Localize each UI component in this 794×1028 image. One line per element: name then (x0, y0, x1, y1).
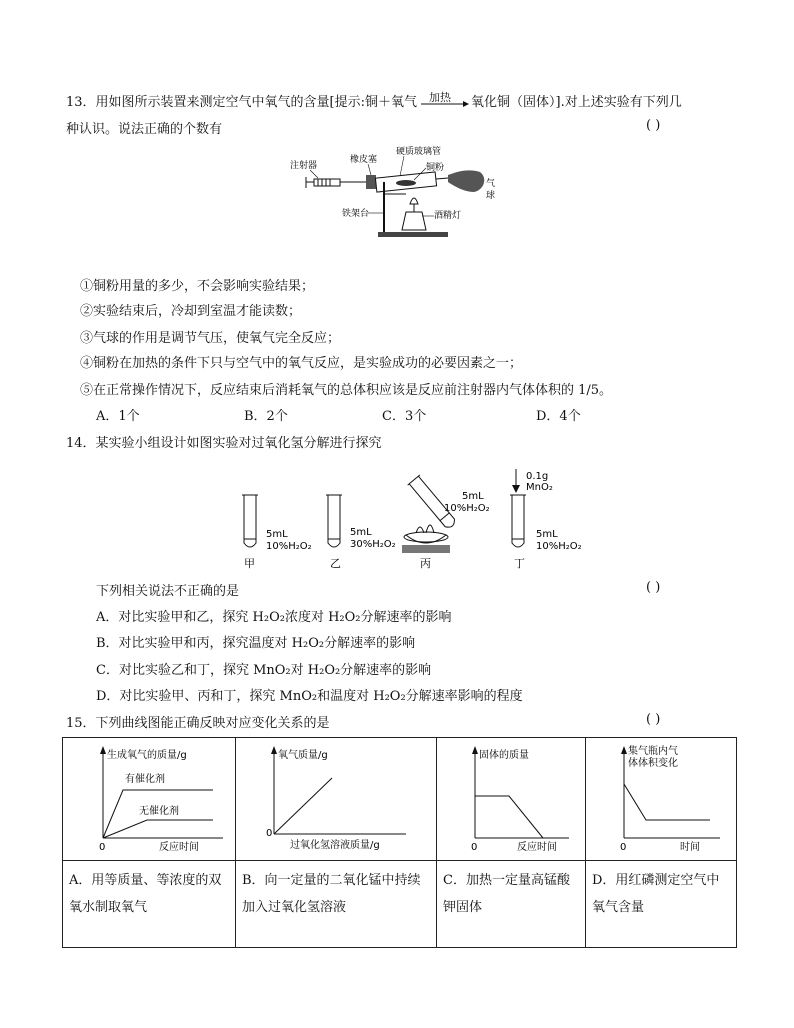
graph-d (586, 738, 736, 856)
q14-answer-paren[interactable]: ( ) (646, 580, 661, 595)
graph-cell-a (63, 738, 236, 861)
curve-d (624, 784, 710, 820)
svg-text:5mL: 5mL (350, 527, 372, 538)
curve-c (475, 796, 543, 838)
curve-b (274, 778, 332, 834)
svg-text:0: 0 (266, 828, 273, 839)
svg-text:0: 0 (471, 842, 478, 853)
svg-text:有催化剂: 有催化剂 (125, 774, 165, 785)
svg-text:生成氧气的质量/g: 生成氧气的质量/g (107, 750, 187, 761)
svg-text:橡皮塞: 橡皮塞 (350, 155, 378, 165)
svg-text:反应时间: 反应时间 (159, 842, 199, 853)
q13-statement: ⑤在正常操作情况下，反应结束后消耗氧气的总体积应该是反应前注射器内气体体积的 1/5。 (80, 383, 613, 398)
q15-answer-paren[interactable]: ( ) (646, 712, 661, 727)
q15-stem: 15．下列曲线图能正确反映对应变化关系的是 (66, 716, 330, 731)
svg-text:酒精灯: 酒精灯 (434, 211, 462, 221)
q14-option-a[interactable]: A．对比实验甲和乙，探究 H₂O₂浓度对 H₂O₂分解速率的影响 (96, 610, 452, 625)
graph-a (63, 738, 235, 856)
svg-text:0: 0 (99, 842, 106, 853)
svg-text:甲: 甲 (244, 557, 255, 570)
svg-text:30%H₂O₂: 30%H₂O₂ (350, 539, 396, 550)
graph-b (236, 738, 436, 856)
q14-experiment-figure (230, 455, 590, 575)
iron-stand-icon (378, 232, 448, 237)
q13-stem-line1: 13．用如图所示装置来测定空气中氧气的含量[提示:铜＋氧气 加热 氧化铜（固体）].对上述实验有下列几 (66, 91, 682, 110)
svg-text:集气瓶内气: 集气瓶内气 (628, 746, 678, 757)
svg-text:MnO₂: MnO₂ (526, 482, 553, 493)
q13-statement: ③气球的作用是调节气压，使氧气完全反应； (80, 331, 341, 346)
svg-text:5mL: 5mL (536, 529, 558, 540)
q13-option-b[interactable]: B．2个 (244, 409, 288, 424)
graph-c (437, 738, 585, 856)
svg-text:0.1g: 0.1g (526, 471, 549, 482)
svg-text:5mL: 5mL (462, 491, 484, 502)
graph-cell-b (236, 738, 437, 861)
svg-text:时间: 时间 (680, 842, 700, 853)
svg-text:铜粉: 铜粉 (426, 163, 445, 173)
svg-text:丙: 丙 (420, 557, 431, 570)
svg-text:10%H₂O₂: 10%H₂O₂ (444, 503, 490, 514)
graph-cell-c (437, 738, 586, 861)
svg-text:固体的质量: 固体的质量 (479, 750, 529, 761)
q13-stem-line2: 种认识。说法正确的个数有 (66, 122, 223, 137)
q13-statement: ①铜粉用量的多少，不会影响实验结果； (80, 279, 315, 294)
water-bath-icon (402, 545, 450, 553)
graph-cell-d (586, 738, 737, 861)
caption-cell-a[interactable]: A．用等质量、等浓度的双氧水制取氧气 (63, 861, 236, 948)
svg-text:球: 球 (486, 191, 496, 201)
svg-text:氧气质量/g: 氧气质量/g (278, 750, 328, 761)
stopper-icon (366, 175, 376, 189)
q15-graph-table (62, 737, 737, 948)
svg-text:注射器: 注射器 (290, 161, 318, 171)
svg-text:铁架台: 铁架台 (342, 209, 370, 219)
svg-text:乙: 乙 (330, 557, 341, 570)
svg-text:无催化剂: 无催化剂 (139, 806, 179, 817)
svg-text:硬质玻璃管: 硬质玻璃管 (396, 147, 442, 157)
heating-arrow: 加热 (419, 95, 469, 110)
caption-cell-d[interactable]: D．用红磷测定空气中氧气含量 (586, 861, 737, 948)
q14-option-d[interactable]: D．对比实验甲、丙和丁，探究 MnO₂和温度对 H₂O₂分解速率影响的程度 (96, 689, 523, 704)
svg-text:体体积变化: 体体积变化 (628, 758, 678, 769)
svg-text:10%H₂O₂: 10%H₂O₂ (536, 541, 582, 552)
svg-text:0: 0 (620, 842, 627, 853)
balloon-icon (448, 170, 484, 192)
q14-sub-stem: 下列相关说法不正确的是 (96, 584, 240, 599)
caption-cell-c[interactable]: C．加热一定量高锰酸钾固体 (437, 861, 586, 948)
q14-option-c[interactable]: C．对比实验乙和丁，探究 MnO₂对 H₂O₂分解速率的影响 (96, 663, 432, 678)
q13-apparatus-figure (288, 142, 508, 242)
q13-option-c[interactable]: C．3个 (382, 409, 427, 424)
q14-stem: 14．某实验小组设计如图实验对过氧化氢分解进行探究 (66, 436, 382, 451)
q13-answer-paren[interactable]: ( ) (646, 118, 661, 133)
q13-statement: ②实验结束后，冷却到室温才能读数； (80, 304, 302, 319)
caption-cell-b[interactable]: B．向一定量的二氧化锰中持续加入过氧化氢溶液 (236, 861, 437, 948)
q13-option-d[interactable]: D．4个 (536, 409, 581, 424)
svg-text:5mL: 5mL (266, 529, 288, 540)
svg-text:丁: 丁 (514, 557, 525, 570)
flame-icon (410, 198, 418, 204)
alcohol-lamp-icon (402, 212, 426, 230)
svg-text:气: 气 (486, 179, 496, 189)
q13-statement: ④铜粉在加热的条件下只与空气中的氧气反应，是实验成功的必要因素之一； (80, 356, 523, 371)
copper-powder-icon (396, 180, 416, 186)
svg-text:反应时间: 反应时间 (517, 842, 557, 853)
curve-without-catalyst (103, 820, 213, 838)
add-arrow-icon (512, 485, 520, 493)
q13-option-a[interactable]: A．1个 (96, 409, 140, 424)
svg-text:过氧化氢溶液质量/g: 过氧化氢溶液质量/g (290, 840, 380, 851)
svg-text:10%H₂O₂: 10%H₂O₂ (266, 541, 312, 552)
q14-option-b[interactable]: B．对比实验甲和丙，探究温度对 H₂O₂分解速率的影响 (96, 636, 416, 651)
